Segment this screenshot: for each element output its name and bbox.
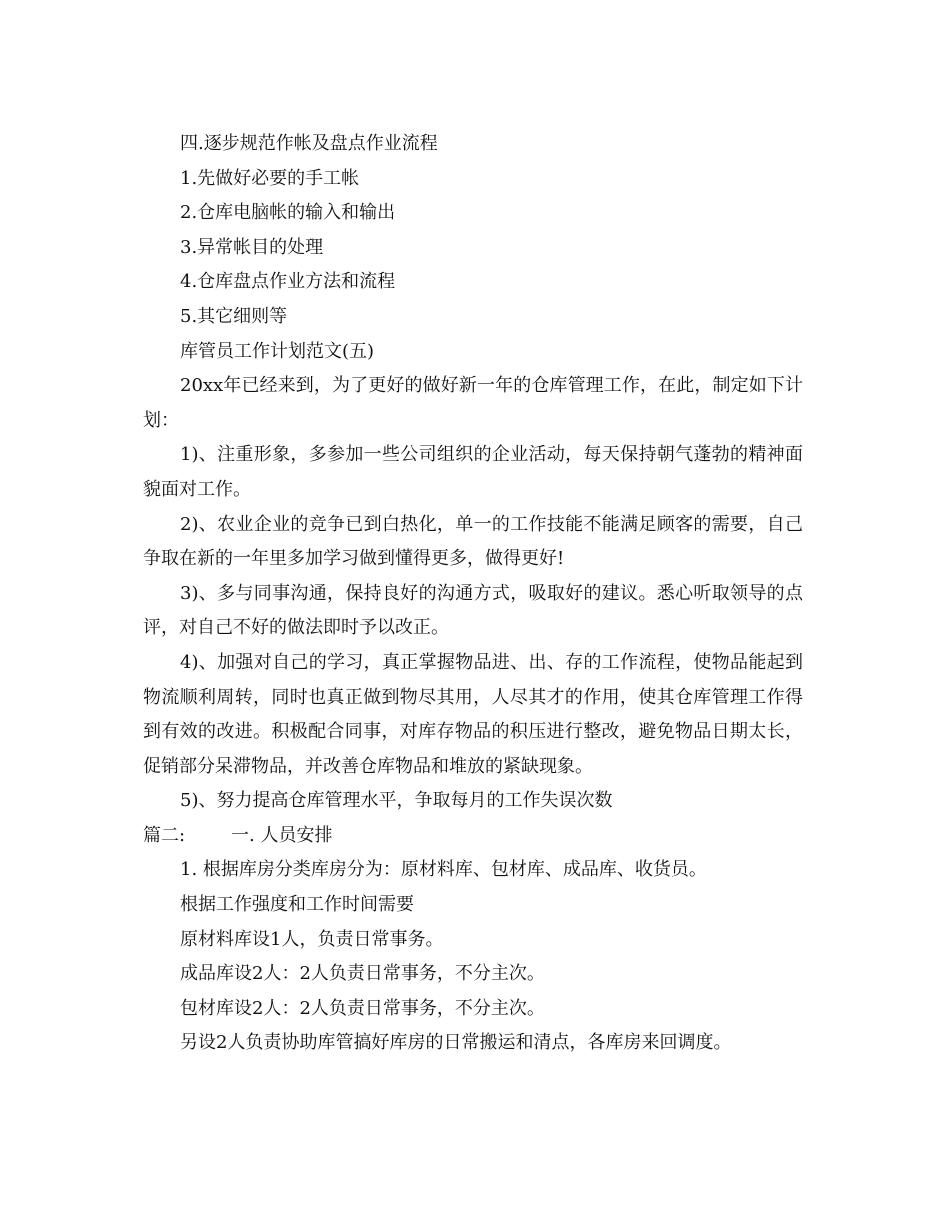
staffing-line: 成品库设2人：2人负责日常事务，不分主次。 — [180, 963, 545, 985]
section-label: 篇二: — [143, 824, 186, 846]
plan-point: 1)、注重形象，多参加一些公司组织的企业活动，每天保持朝气蓬勃的精神面貌面对工作。 — [143, 444, 803, 500]
staffing-line: 1. 根据库房分类库房分为：原材料库、包材库、成品库、收货员。 — [180, 859, 707, 881]
staffing-line: 另设2人负责协助库管搞好库房的日常搬运和清点，各库房来回调度。 — [180, 1032, 732, 1054]
list-item: 5.其它细则等 — [180, 305, 288, 327]
list-item: 4.仓库盘点作业方法和流程 — [180, 271, 396, 293]
plan-point: 4)、加强对自己的学习，真正掌握物品进、出、存的工作流程，使物品能起到物流顺利周转，同时也真正做到物尽其用，人尽其才的作用，使其仓库管理工作得到有效的改进。积极配合同事，对库存物品的积压进行整改，避免物品日期太长，促销部分呆滞物品，并改善仓库物品和堆放的紧缺现象。 — [143, 651, 803, 777]
plan-title: 库管员工作计划范文(五) — [180, 340, 375, 362]
intro-paragraph: 20xx年已经来到，为了更好的做好新一年的仓库管理工作，在此，制定如下计划： — [143, 375, 803, 431]
section-heading — [143, 819, 803, 854]
staffing-line: 根据工作强度和工作时间需要 — [180, 894, 414, 916]
list-item: 3.异常帐目的处理 — [180, 236, 324, 258]
plan-point: 5)、努力提高仓库管理水平，争取每月的工作失误次数 — [180, 790, 613, 812]
list-item: 1.先做好必要的手工帐 — [180, 167, 360, 189]
document-body — [143, 127, 803, 1061]
plan-point: 3)、多与同事沟通，保持良好的沟通方式，吸取好的建议。悉心听取领导的点评，对自己不好的做法即时予以改正。 — [143, 582, 803, 639]
plan-point: 2)、农业企业的竞争已到白热化，单一的工作技能不能满足顾客的需要，自己争取在新的一年里多加学习做到懂得更多，做得更好! — [143, 513, 803, 570]
list-heading: 四.逐步规范作帐及盘点作业流程 — [180, 133, 438, 154]
staffing-line: 包材库设2人：2人负责日常事务，不分主次。 — [180, 997, 545, 1019]
staffing-line: 原材料库设1人，负责日常事务。 — [180, 928, 444, 950]
section-title: 一. 人员安排 — [231, 824, 333, 846]
list-item: 2.仓库电脑帐的输入和输出 — [180, 202, 396, 224]
